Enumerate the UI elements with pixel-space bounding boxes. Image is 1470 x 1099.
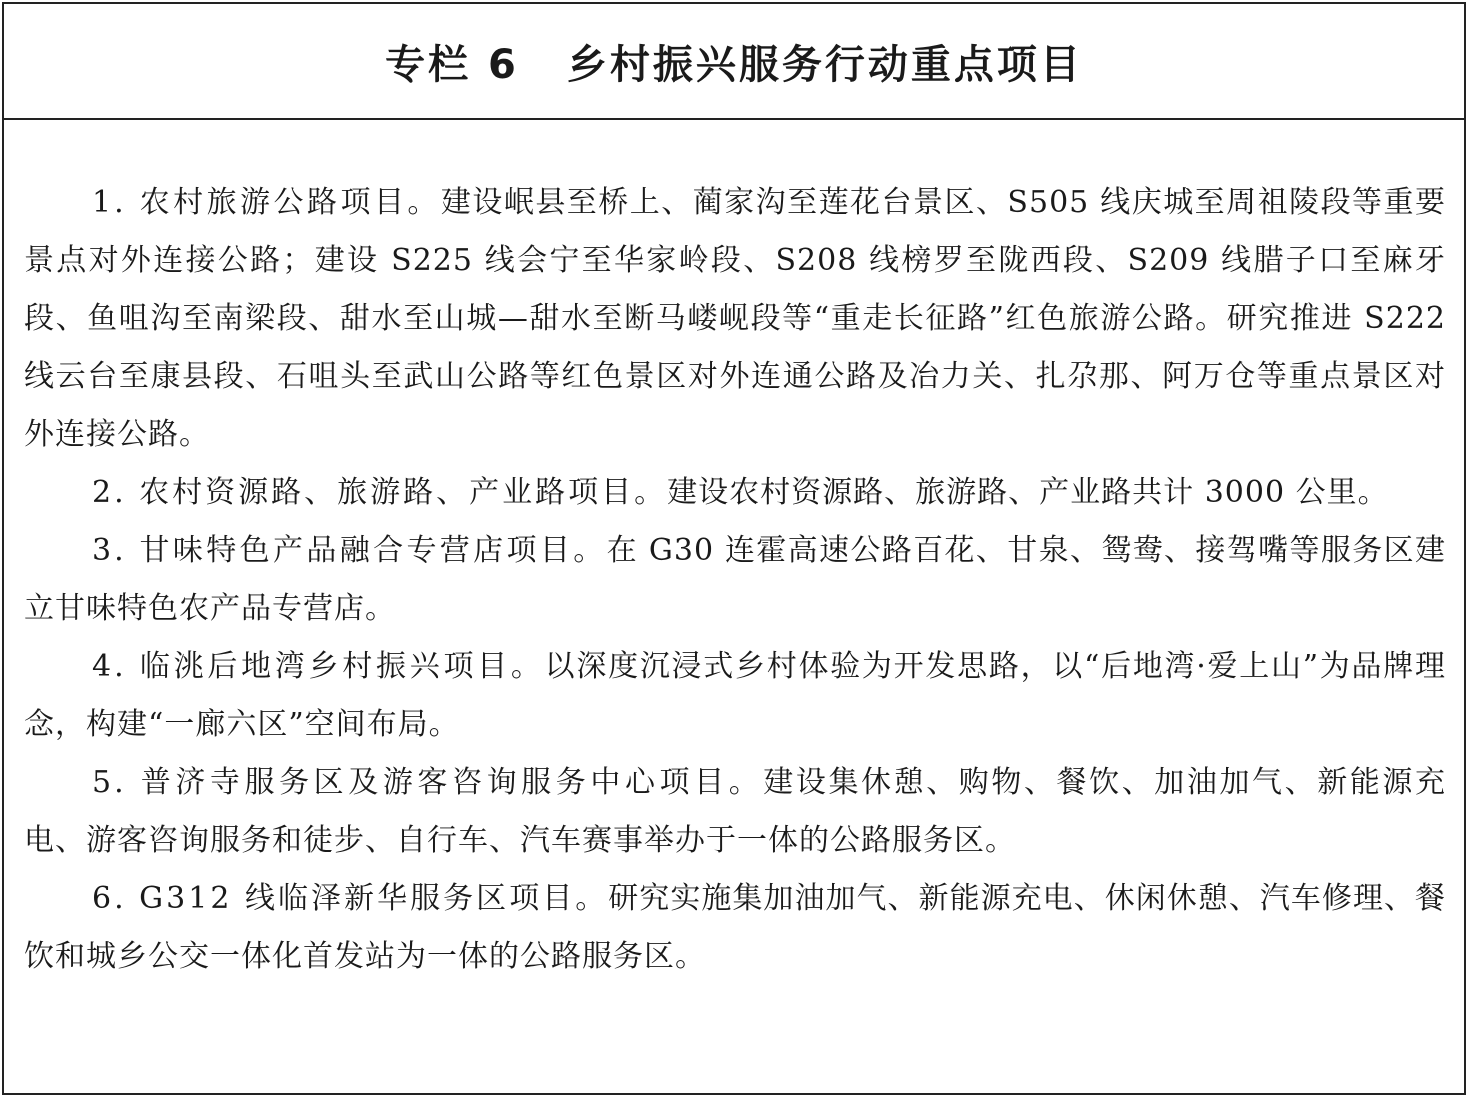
column-content: [24, 174, 1446, 986]
project-item-3-heading: 3. 甘味特色产品融合专营店项目。: [92, 533, 607, 568]
project-item-2-heading: 2. 农村资源路、旅游路、产业路项目。: [92, 475, 668, 510]
project-item-5: [24, 754, 1446, 870]
project-item-6: [24, 870, 1446, 986]
column-label: 专栏 6: [385, 41, 519, 88]
project-item-4-heading: 4. 临洮后地湾乡村振兴项目。: [92, 649, 545, 684]
project-item-1-heading: 1. 农村旅游公路项目。: [92, 185, 441, 220]
project-item-6-heading: 6. G312 线临泽新华服务区项目。: [92, 881, 609, 916]
project-item-1-body: 建设岷县至桥上、蔺家沟至莲花台景区、S505 线庆城至周祖陵段等重要景点对外连接公路；建设 S225 线会宁至华家岭段、S208 线榜罗至陇西段、S209 线腊子口至麻牙段、鱼咀沟至南梁段、甜水至山城—甜水至断马嵝岘段等“重走长征路”红色旅游公路。研究推进 S222 线云台至康县段、石咀头至武山公路等红色景区对外连通公路及冶力关、扎尕那、阿万仓等重点景区对外连接公路。: [24, 185, 1446, 452]
column-title: [385, 33, 1083, 90]
column-title-text: 乡村振兴服务行动重点项目: [566, 41, 1083, 88]
project-item-5-body: 建设集休憩、购物、餐饮、加油加气、新能源充电、游客咨询服务和徒步、自行车、汽车赛事举办于一体的公路服务区。: [24, 765, 1446, 858]
project-item-2-body: 建设农村资源路、旅游路、产业路共计 3000 公里。: [667, 475, 1389, 510]
project-item-2: [24, 464, 1446, 522]
project-item-1: [24, 174, 1446, 464]
column-box: [2, 2, 1466, 1095]
project-item-5-heading: 5. 普济寺服务区及游客咨询服务中心项目。: [92, 765, 764, 800]
project-item-4: [24, 638, 1446, 754]
project-item-3: [24, 522, 1446, 638]
column-header: [4, 4, 1464, 120]
project-item-3-body: 在 G30 连霍高速公路百花、甘泉、鸳鸯、接驾嘴等服务区建立甘味特色农产品专营店。: [24, 533, 1446, 626]
project-item-4-body: 以深度沉浸式乡村体验为开发思路，以“后地湾·爱上山”为品牌理念，构建“一廊六区”空间布局。: [24, 649, 1446, 742]
project-item-6-body: 研究实施集加油加气、新能源充电、休闲休憩、汽车修理、餐饮和城乡公交一体化首发站为一体的公路服务区。: [24, 881, 1446, 974]
